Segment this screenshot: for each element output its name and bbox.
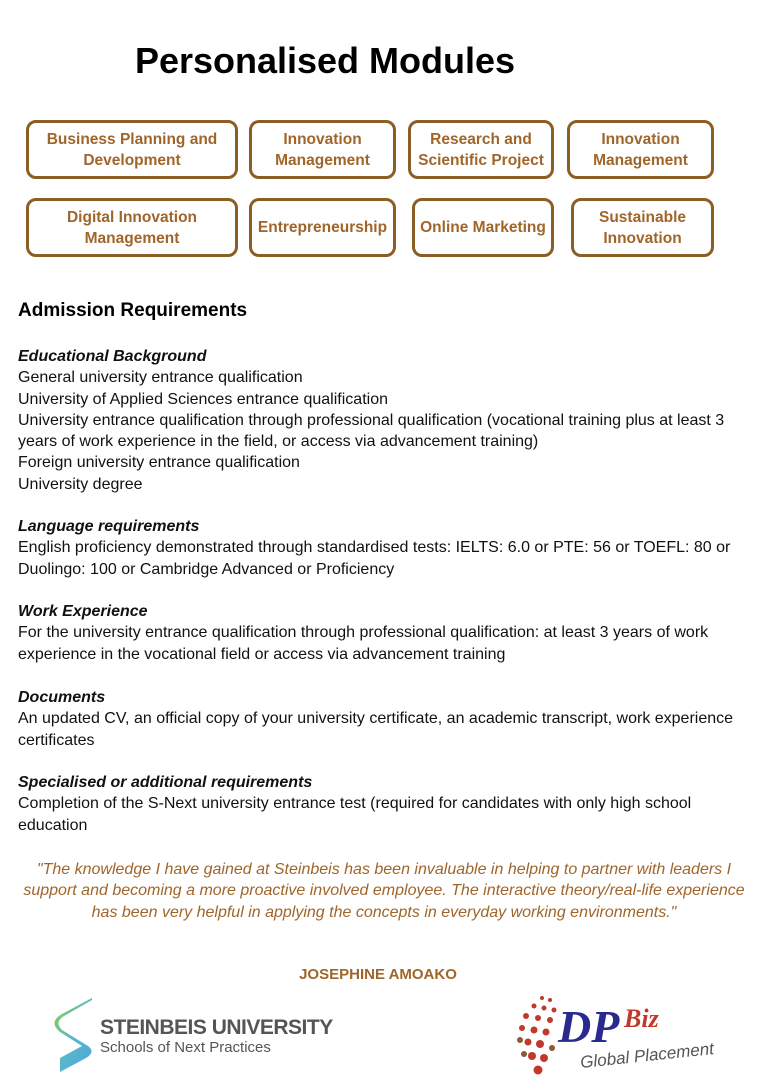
module-box: Business Planning and Development bbox=[26, 120, 238, 179]
admission-heading: Admission Requirements bbox=[18, 300, 248, 321]
line: University entrance qualification through professional qualification (vocational training plus at least 3 years of work experience in the field, or access via advancement training) bbox=[18, 411, 725, 451]
module-box: Entrepreneurship bbox=[249, 198, 396, 257]
steinbeis-logo bbox=[52, 998, 352, 1074]
section-documents bbox=[18, 687, 753, 751]
section-education bbox=[18, 346, 753, 495]
module-box: Online Marketing bbox=[412, 198, 554, 257]
line: University degree bbox=[18, 475, 143, 493]
section-language bbox=[18, 516, 753, 580]
line: Completion of the S-Next university entrance test (required for candidates with only high school education bbox=[18, 795, 692, 834]
module-box: Innovation Management bbox=[567, 120, 714, 179]
section-heading: Educational Background bbox=[18, 348, 207, 365]
dpbiz-logo bbox=[512, 992, 732, 1082]
logo-dp: DP bbox=[558, 1001, 620, 1052]
logo-biz: Biz bbox=[624, 1004, 659, 1033]
line: University of Applied Sciences entrance qualification bbox=[18, 390, 388, 408]
steinbeis-s-icon bbox=[52, 998, 100, 1074]
section-heading: Documents bbox=[18, 689, 106, 706]
line: General university entrance qualification bbox=[18, 369, 303, 387]
line: English proficiency demonstrated through standardised tests: IELTS: 6.0 or PTE: 56 or TOEFL: 80 or Duolingo: 100 or Cambridge Advanced or Proficiency bbox=[18, 539, 731, 578]
section-heading: Language requirements bbox=[18, 518, 200, 535]
section-heading: Work Experience bbox=[18, 603, 148, 620]
testimonial-quote: "The knowledge I have gained at Steinbeis has been invaluable in helping to partner with leaders I support and becoming a more proactive involved employee. The interactive theory/real-life experience has been very helpful in applying the concepts in everyday working environments." bbox=[23, 861, 745, 921]
line: An updated CV, an official copy of your university certificate, an academic transcript, work experience certificates bbox=[18, 710, 734, 749]
module-box: Sustainable Innovation bbox=[571, 198, 714, 257]
line: For the university entrance qualification through professional qualification: at least 3 years of work experience in the vocational field or access via advancement training bbox=[18, 624, 709, 663]
section-heading: Specialised or additional requirements bbox=[18, 774, 313, 791]
logo-tagline: Global Placement bbox=[579, 1039, 715, 1072]
module-box: Innovation Management bbox=[249, 120, 396, 179]
section-work bbox=[18, 601, 753, 665]
line: Foreign university entrance qualification bbox=[18, 454, 300, 472]
testimonial-author: JOSEPHINE AMOAKO bbox=[299, 966, 457, 983]
module-box: Digital Innovation Management bbox=[26, 198, 238, 257]
module-box: Research and Scientific Project bbox=[408, 120, 554, 179]
logo-name: STEINBEIS UNIVERSITY bbox=[100, 1016, 333, 1039]
section-additional bbox=[18, 772, 753, 836]
logo-tagline: Schools of Next Practices bbox=[100, 1039, 271, 1056]
page-title: Personalised Modules bbox=[134, 40, 516, 81]
